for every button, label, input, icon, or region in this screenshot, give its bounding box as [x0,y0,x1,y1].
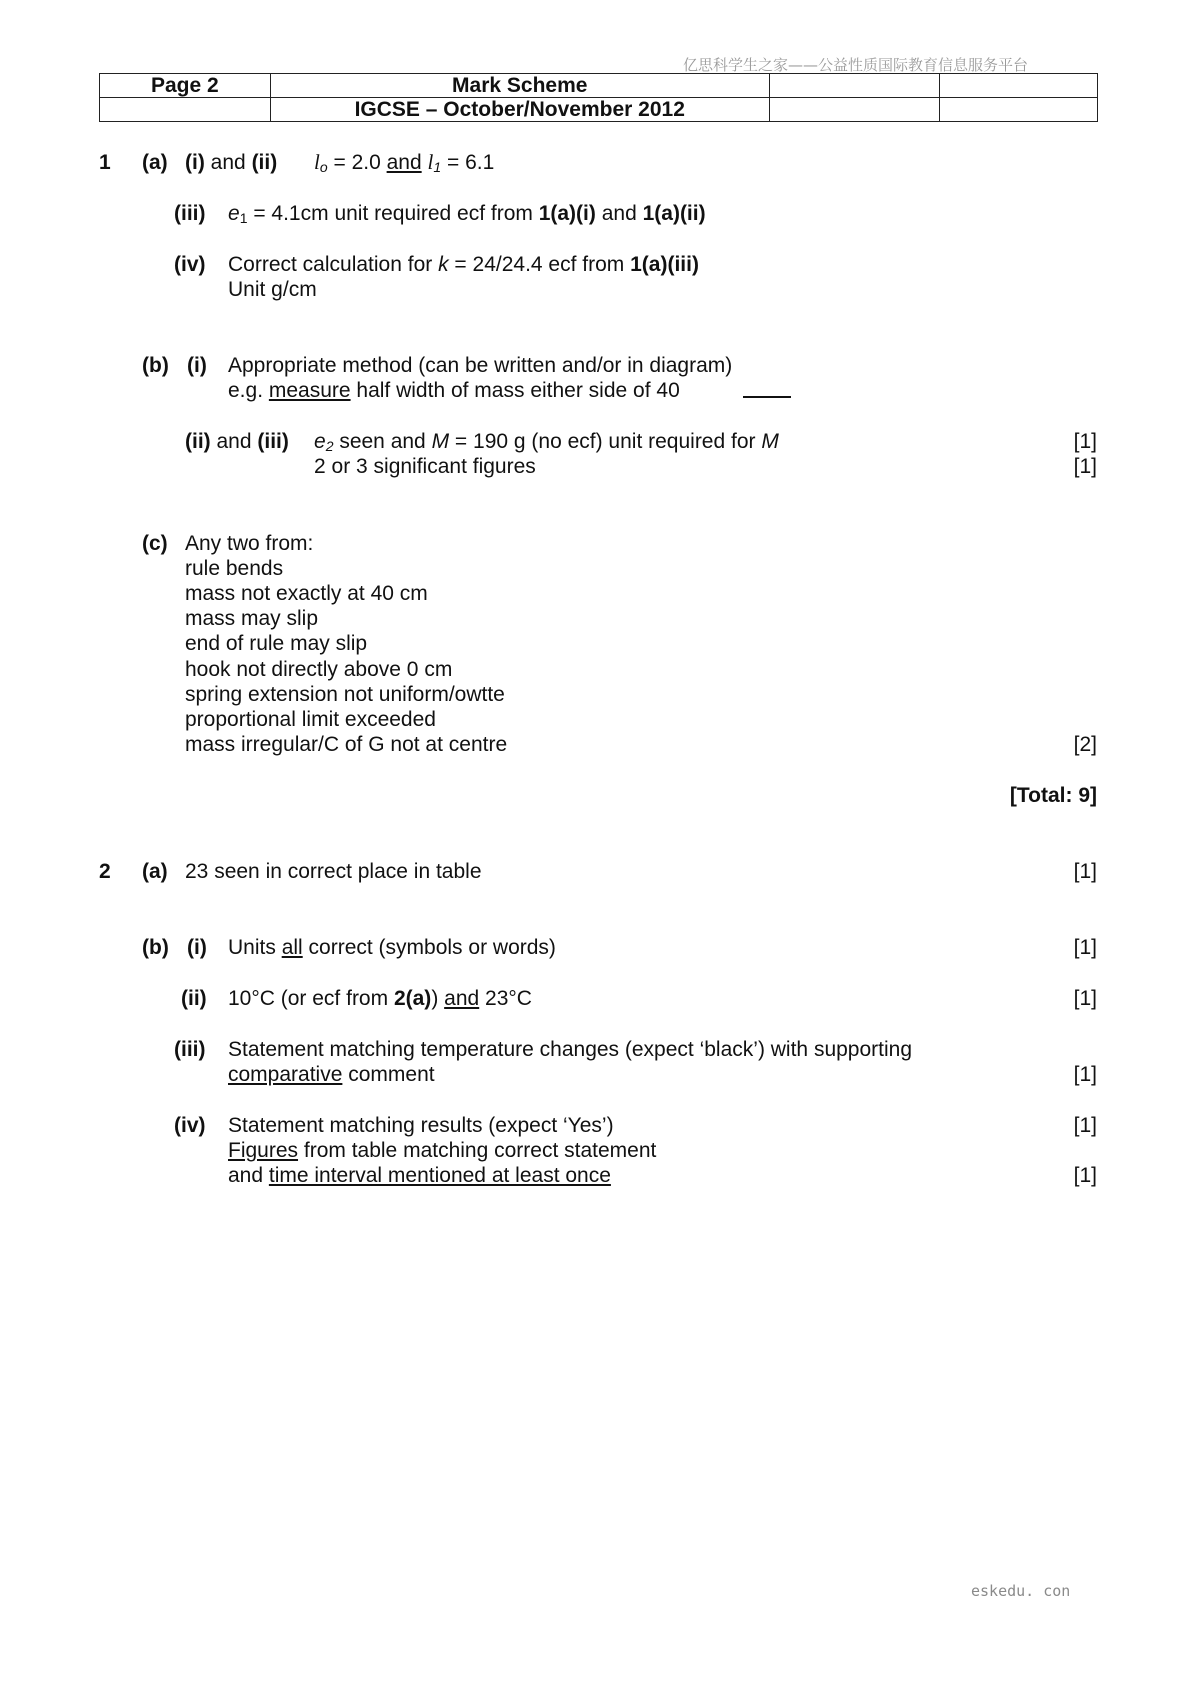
q2a-label: (a) [142,860,168,883]
mark: [1] [1073,1063,1097,1086]
header-cell-empty [100,98,271,122]
q1c-line: proportional limit exceeded [185,708,436,731]
q1b-i-label: (i) [187,354,207,377]
header-table [99,73,1098,122]
q1c-line: mass not exactly at 40 cm [185,582,428,605]
q1a-and: and [210,151,246,174]
header-title: Mark Scheme [270,74,769,98]
header-cell-empty [940,74,1098,98]
mark: [1] [1073,860,1097,883]
q1c-label: (c) [142,532,168,555]
q1-number: 1 [99,151,111,174]
mark: [1] [1073,430,1097,453]
answer-blank-line [743,378,791,404]
q1c-line: mass may slip [185,607,319,630]
q1a-label: (a) [142,151,168,174]
watermark-text: 亿思科学生之家——公益性质国际教育信息服务平台 [683,56,1029,74]
q1a-iv-unit: Unit g/cm [228,278,317,301]
q2b-iv-line1: Statement matching results (expect ‘Yes’) [228,1114,614,1137]
q1a-iv-text: Correct calculation for k = 24/24.4 ecf from 1(a)(iii) [228,253,699,276]
q1b-ii-text: $e_2$ seen and M = 190 g (no ecf) unit required for M [314,430,779,454]
q2a-text: 23 seen in correct place in table [185,860,482,883]
q1b-i-line1: Appropriate method (can be written and/or in diagram) [228,354,733,377]
mark: [1] [1073,455,1097,478]
q2b-label: (b) [142,936,169,959]
mark: [1] [1073,1164,1097,1187]
mark: [1] [1073,936,1097,959]
q2b-i-text: Units all correct (symbols or words) [228,936,556,959]
q2b-iii-label: (iii) [174,1038,206,1061]
q2-number: 2 [99,860,111,883]
q1a-i-label: (i) [185,151,205,174]
header-cell-empty [940,98,1098,122]
q1c-line: hook not directly above 0 cm [185,658,453,681]
mark: [2] [1073,733,1097,756]
mark: [1] [1073,1114,1097,1137]
q2b-iii-line2: comparative comment [228,1063,435,1086]
q1a-i-ii-line [185,150,277,175]
q1a-iii-label: (iii) [174,202,206,225]
header-cell-empty [769,74,940,98]
q1a-l-values: $l_o = 2.0$ and $l_1 = 6.1$ [314,150,495,175]
q2b-iii-line1: Statement matching temperature changes (expect ‘black’) with supporting [228,1038,913,1061]
q1b-label: (b) [142,354,169,377]
q1a-iv-label: (iv) [174,253,206,276]
q2b-i-label: (i) [187,936,207,959]
q2b-iv-line3: and time interval mentioned at least once [228,1164,611,1187]
header-page: Page 2 [100,74,271,98]
q1c-line: end of rule may slip [185,632,368,655]
q2b-ii-text: 10°C (or ecf from 2(a)) and 23°C [228,987,532,1010]
q2b-iv-label: (iv) [174,1114,206,1137]
q1c-line: spring extension not uniform/owtte [185,683,505,706]
q1b-ii-iii-labels: (ii) and (iii) [185,430,289,453]
q1c-line: mass irregular/C of G not at centre [185,733,508,756]
q1b-i-line2: e.g. measure half width of mass either side of 40 [228,379,680,402]
q1a-ii-label: (ii) [251,151,278,174]
q1-total: [Total: 9] [1009,784,1097,807]
header-cell-empty [769,98,940,122]
footer-site-text: eskedu. con [971,1582,1071,1600]
q1b-ii-line2: 2 or 3 significant figures [314,455,536,478]
mark: [1] [1073,987,1097,1010]
q2b-ii-label: (ii) [181,987,207,1010]
q1a-iii-text: $e_1 = 4.1cm$ unit required ecf from 1(a)(i) and 1(a)(ii) [228,202,706,226]
header-subtitle: IGCSE – October/November 2012 [270,98,769,122]
q1c-line: rule bends [185,557,284,580]
q1c-line: Any two from: [185,532,314,555]
q2b-iv-line2: Figures from table matching correct statement [228,1139,657,1162]
